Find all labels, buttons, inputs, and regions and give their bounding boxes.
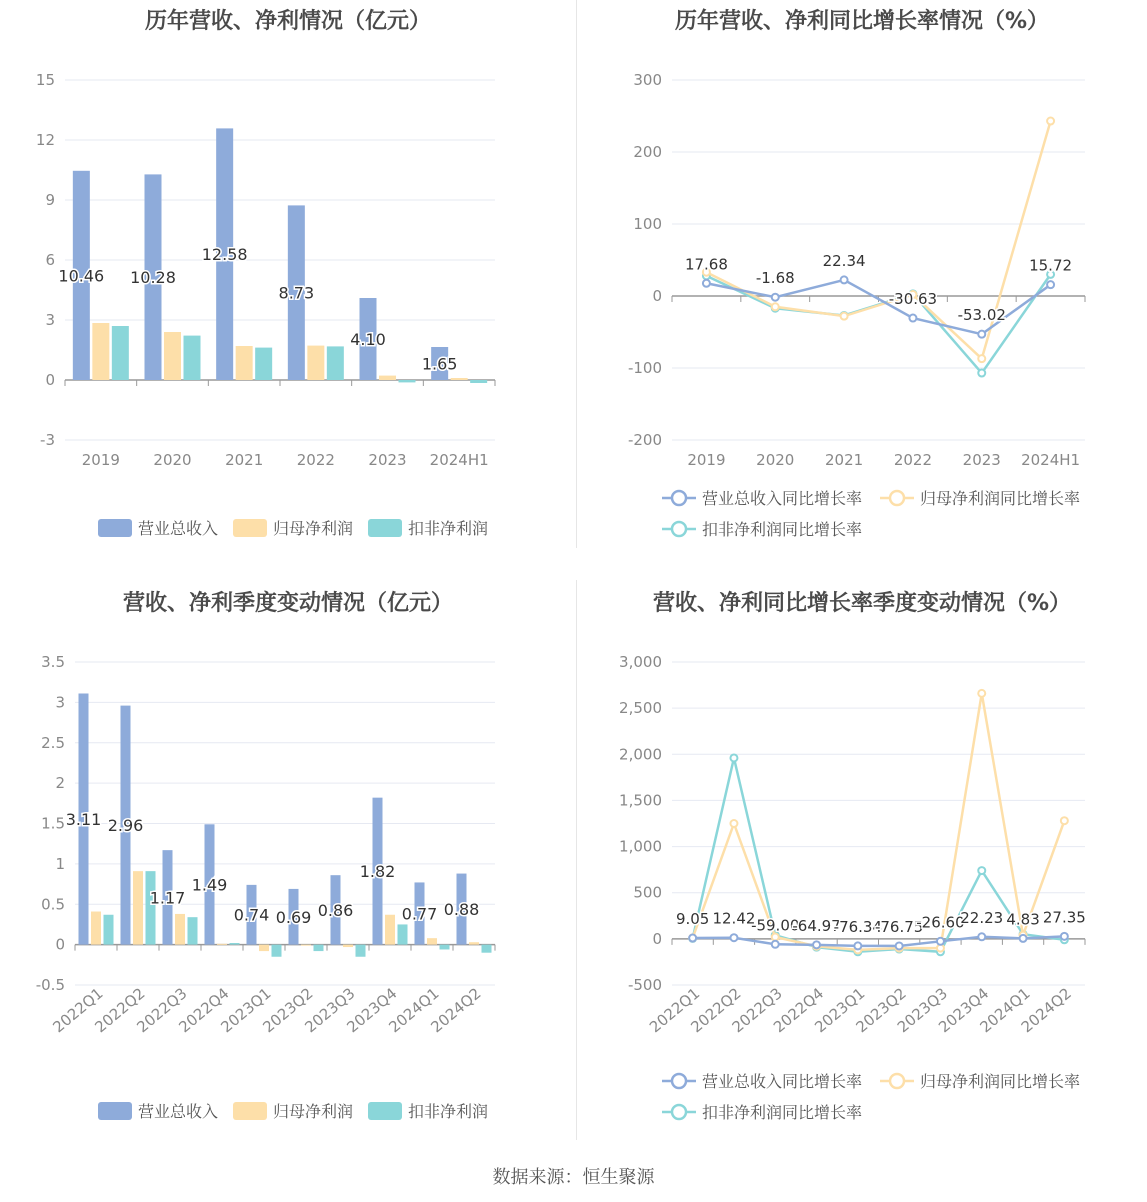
data-label: 12.58 [201, 245, 248, 265]
legend-swatch [98, 519, 132, 537]
x-tick-label: 2022Q1 [646, 984, 704, 1037]
x-tick-label: 2021 [824, 451, 864, 469]
data-point [896, 942, 903, 949]
bar [236, 346, 253, 380]
y-tick-label: 1,000 [619, 837, 662, 856]
y-tick-label: 0 [55, 935, 65, 954]
data-label: -26.60 [916, 913, 965, 932]
data-point [978, 370, 985, 377]
x-tick-label: 2024Q2 [427, 984, 485, 1037]
legend-label: 营业总收入 [138, 1102, 219, 1121]
x-tick-label: 2023 [368, 451, 407, 469]
bar [146, 871, 156, 944]
data-label: -76.75 [874, 917, 924, 936]
legend-label: 扣非净利润 [408, 1102, 489, 1121]
bar [184, 336, 201, 380]
y-tick-label: 200 [633, 143, 662, 161]
data-label: 22.23 [960, 908, 1004, 927]
x-tick-label: 2023Q2 [852, 984, 910, 1037]
annual-growth-panel [577, 0, 1147, 560]
data-label: 10.28 [130, 268, 176, 288]
data-point [689, 935, 696, 942]
bar [379, 376, 396, 380]
y-tick-label: 3 [55, 693, 65, 712]
legend-swatch [368, 1102, 402, 1120]
bar [482, 945, 492, 953]
data-point [978, 690, 985, 697]
data-point [1061, 817, 1068, 824]
legend-label: 营业总收入同比增长率 [702, 1072, 863, 1091]
y-tick-label: 3,000 [619, 653, 662, 671]
data-label: 8.73 [278, 283, 315, 303]
x-tick-label: 2024Q1 [976, 984, 1034, 1037]
data-point [978, 331, 985, 338]
y-tick-label: 15 [35, 71, 55, 89]
legend-marker [672, 491, 686, 505]
legend-label: 归母净利润 [273, 519, 354, 538]
data-label: 0.77 [401, 904, 438, 924]
y-tick-label: 2,000 [619, 745, 662, 764]
quarterly-growth-chart [577, 580, 1147, 1150]
legend-label: 归母净利润同比增长率 [920, 1072, 1081, 1091]
data-point [1047, 281, 1054, 288]
chart-title: 历年营收、净利同比增长率情况（%） [674, 9, 1050, 34]
y-tick-label: 2,500 [619, 699, 662, 718]
legend-marker [672, 522, 686, 536]
x-tick-label: 2023Q3 [893, 984, 952, 1037]
data-point [978, 933, 985, 940]
bar [314, 945, 324, 951]
bar [175, 914, 185, 945]
x-tick-label: 2022 [296, 451, 335, 469]
y-tick-label: 0 [652, 287, 662, 305]
x-tick-label: 2022Q3 [728, 984, 786, 1037]
legend-label: 扣非净利润同比增长率 [702, 520, 863, 539]
x-tick-label: 2023 [962, 451, 1001, 469]
y-tick-label: 100 [633, 215, 662, 233]
legend-label: 营业总收入 [138, 519, 219, 538]
data-point [854, 942, 861, 949]
x-tick-label: 2024H1 [1021, 451, 1081, 469]
bar [92, 323, 109, 380]
legend-swatch [98, 1102, 132, 1120]
legend-label: 归母净利润同比增长率 [920, 489, 1081, 508]
bar [470, 380, 487, 383]
bar [164, 332, 181, 380]
bar [356, 945, 366, 957]
data-point [909, 315, 916, 322]
data-label: 15.72 [1029, 256, 1073, 275]
data-point [772, 303, 779, 310]
data-label: -64.97 [792, 916, 841, 935]
data-label: 10.46 [58, 266, 105, 286]
chart-title: 营收、净利同比增长率季度变动情况（%） [652, 591, 1072, 616]
y-tick-label: 0.5 [41, 895, 65, 914]
bar [440, 945, 450, 950]
legend-label: 扣非净利润同比增长率 [702, 1103, 863, 1122]
legend-marker [672, 1074, 686, 1088]
x-tick-label: 2019 [81, 451, 120, 469]
x-tick-label: 2021 [225, 451, 264, 469]
data-point [978, 867, 985, 874]
bar [91, 912, 101, 945]
x-tick-label: 2022Q4 [175, 984, 233, 1037]
data-label: 22.34 [822, 251, 866, 270]
data-point [1061, 933, 1068, 940]
legend-swatch [368, 519, 402, 537]
data-label: 1.17 [149, 888, 186, 908]
y-tick-label: 3 [45, 311, 55, 329]
x-tick-label: 2023Q2 [259, 984, 317, 1037]
data-point [1020, 935, 1027, 942]
data-label: -30.63 [888, 290, 938, 309]
bar [133, 871, 143, 944]
x-tick-label: 2023Q4 [343, 984, 401, 1037]
data-point [772, 934, 779, 941]
y-tick-label: 1,500 [619, 791, 662, 810]
bar [451, 378, 468, 380]
x-tick-label: 2022Q2 [687, 984, 745, 1037]
chart-title: 营收、净利季度变动情况（亿元） [122, 591, 453, 616]
bar [188, 917, 198, 944]
y-tick-label: -500 [627, 976, 662, 994]
data-label: 0.88 [443, 900, 480, 920]
bar [112, 326, 129, 380]
data-label: 3.11 [65, 810, 102, 830]
x-tick-label: 2020 [756, 451, 795, 469]
data-label: 1.49 [191, 875, 228, 895]
y-tick-label: 2.5 [41, 733, 65, 752]
legend-swatch [233, 519, 267, 537]
data-point [730, 820, 737, 827]
legend-marker [890, 1074, 904, 1088]
bar [399, 380, 416, 382]
bar [385, 915, 395, 945]
x-tick-label: 2022Q3 [133, 984, 191, 1037]
bar [230, 943, 240, 945]
x-tick-label: 2022Q1 [49, 984, 107, 1037]
data-label: -1.68 [755, 269, 795, 288]
data-point [813, 941, 820, 948]
y-tick-label: 300 [633, 71, 662, 89]
data-label: 0.86 [317, 900, 354, 920]
y-tick-label: 500 [633, 883, 662, 902]
legend-label: 归母净利润 [273, 1102, 354, 1121]
data-label: 0.74 [233, 905, 270, 925]
data-label: 2.96 [107, 816, 144, 836]
data-point [978, 355, 985, 362]
bar [343, 945, 353, 947]
x-tick-label: 2024H1 [429, 451, 489, 469]
y-tick-label: -0.5 [35, 976, 65, 994]
y-tick-label: -200 [627, 431, 662, 449]
bar [327, 346, 344, 380]
legend-swatch [233, 1102, 267, 1120]
x-tick-label: 2024Q2 [1017, 984, 1075, 1037]
y-tick-label: 0 [45, 371, 55, 389]
y-tick-label: 6 [45, 251, 55, 269]
bar [427, 938, 437, 944]
data-point [730, 934, 737, 941]
data-point [841, 313, 848, 320]
x-tick-label: 2022Q2 [91, 984, 149, 1037]
data-label: 4.83 [1006, 910, 1040, 929]
data-label: -53.02 [957, 306, 1006, 325]
bar [469, 942, 479, 944]
data-label: 0.69 [275, 907, 312, 927]
bar [255, 348, 272, 380]
x-tick-label: 2023Q4 [935, 984, 993, 1037]
legend-label: 扣非净利润 [408, 519, 489, 538]
data-label: -76.34 [833, 917, 883, 936]
y-tick-label: 1.5 [41, 814, 65, 833]
y-tick-label: -3 [40, 431, 55, 449]
x-tick-label: 2022Q4 [769, 984, 828, 1037]
y-tick-label: 2 [55, 774, 65, 793]
chart-title: 历年营收、净利情况（亿元） [144, 9, 431, 34]
data-label: 9.05 [675, 910, 710, 929]
data-label: 12.42 [712, 909, 756, 928]
annual-growth-chart [577, 0, 1147, 560]
y-tick-label: -100 [627, 359, 662, 377]
legend-marker [890, 491, 904, 505]
data-point [1047, 118, 1054, 125]
y-tick-label: 1 [55, 854, 65, 873]
bar [398, 924, 408, 944]
x-tick-label: 2023Q3 [301, 984, 359, 1037]
legend-label: 营业总收入同比增长率 [702, 489, 863, 508]
data-label: -59.00 [751, 916, 800, 935]
data-point [772, 294, 779, 301]
bar [301, 945, 311, 946]
bar [104, 915, 114, 945]
x-tick-label: 2024Q1 [385, 984, 443, 1037]
bar [307, 346, 324, 380]
x-tick-label: 2020 [153, 451, 192, 469]
data-label: 27.35 [1042, 908, 1086, 927]
data-label: 1.82 [359, 862, 396, 882]
data-label: 1.65 [421, 354, 458, 374]
data-point [703, 280, 710, 287]
quarterly-growth-panel [577, 580, 1147, 1150]
y-tick-label: 3.5 [41, 653, 65, 671]
bar [272, 945, 282, 957]
data-label: 4.10 [350, 330, 386, 349]
data-point [937, 938, 944, 945]
bar [217, 944, 227, 945]
y-tick-label: 0 [652, 929, 662, 948]
x-tick-label: 2019 [687, 451, 726, 469]
data-source: 数据来源：恒生聚源 [492, 1167, 655, 1188]
data-point [772, 941, 779, 948]
y-tick-label: 12 [35, 131, 55, 149]
data-label: 17.68 [684, 255, 728, 274]
bar [259, 945, 269, 951]
x-tick-label: 2022 [893, 451, 933, 469]
legend-marker [672, 1105, 686, 1119]
annual-amount-panel [0, 0, 576, 560]
quarterly-amount-chart [0, 580, 576, 1150]
data-point [841, 276, 848, 283]
y-tick-label: 9 [45, 191, 55, 209]
data-point [730, 754, 737, 761]
quarterly-amount-panel [0, 580, 576, 1150]
annual-amount-chart [0, 0, 576, 560]
x-tick-label: 2023Q1 [217, 984, 275, 1037]
x-tick-label: 2023Q1 [811, 984, 869, 1037]
